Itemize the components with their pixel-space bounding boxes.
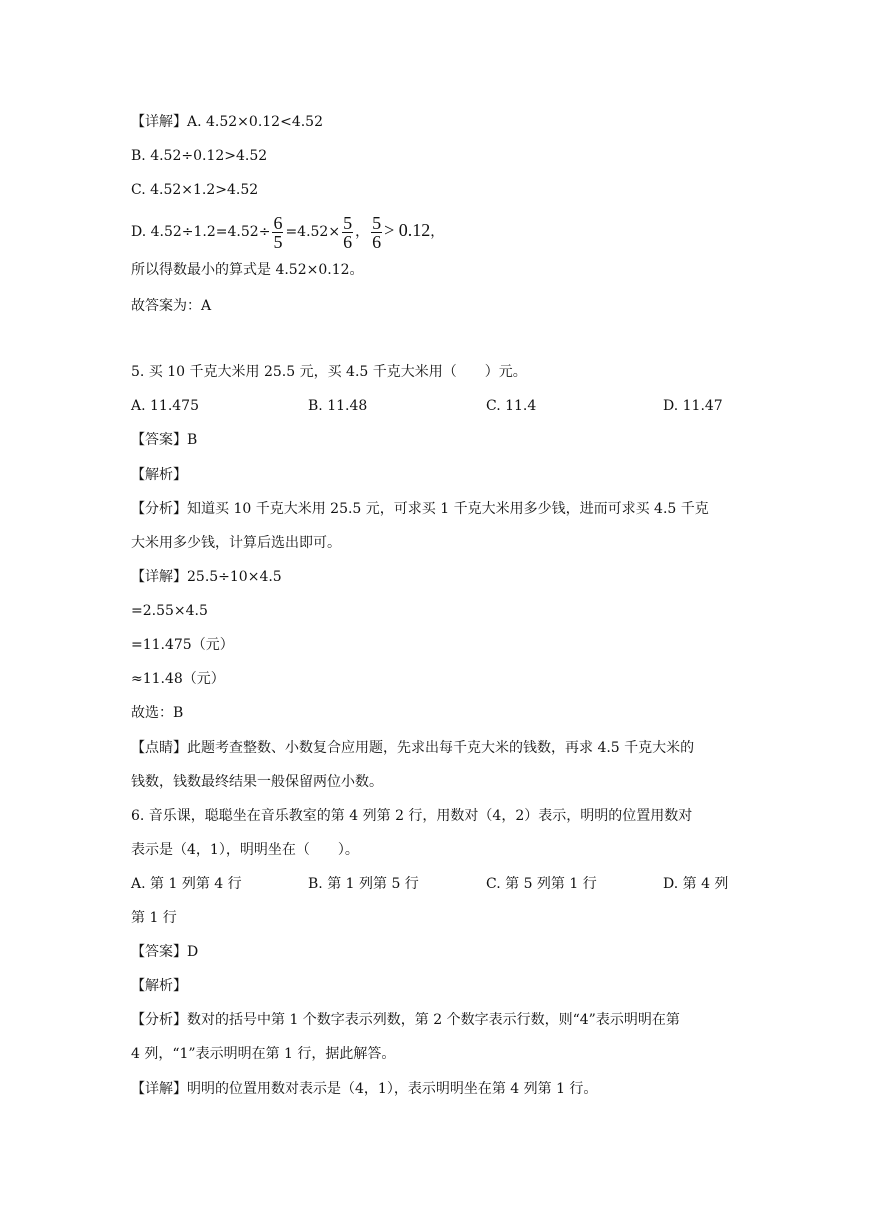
q6-stem-line-1: 6. 音乐课，聪聪坐在音乐教室的第 4 列第 2 行，用数对（4，2）表示，明明的位置用数对 [131,808,693,824]
q6-option-a: A. 第 1 列第 4 行 [131,876,242,892]
option-d-sep: ， [355,224,370,240]
q6-answer: 【答案】D [131,944,199,960]
q6-option-b: B. 第 1 列第 5 行 [308,876,419,892]
conclusion-line: 所以得数最小的算式是 4.52×0.12。 [131,262,364,278]
option-b-line: B. 4.52÷0.12>4.52 [131,148,268,164]
q5-choose: 故选：B [131,705,184,721]
fraction-five-sixths: $\frac{5}{6}$ [343,212,353,252]
option-c-line: C. 4.52×1.2>4.52 [131,182,259,198]
answer-statement: 故答案为：A [131,298,212,314]
q5-option-b: B. 11.48 [308,398,368,414]
q5-analysis-line-1: 【分析】知道买 10 千克大米用 25.5 元，可求买 1 千克大米用多少钱，进而可求买 4.5 千克 [131,501,709,517]
q6-option-d: D. 第 4 列 [663,876,729,892]
q5-analysis-line-2: 大米用多少钱，计算后选出即可。 [131,535,341,551]
detail-a-line: 【详解】A. 4.52×0.12<4.52 [131,114,323,130]
option-d-line [131,208,444,254]
fraction-six-fifths: $\frac{6}{5}$ [273,212,283,252]
q5-stem: 5. 买 10 千克大米用 25.5 元，买 4.5 千克大米用（ ）元。 [131,364,527,380]
compare-expression: > 0.12 [384,220,431,240]
q5-answer: 【答案】B [131,432,198,448]
q5-option-c: C. 11.4 [486,398,537,414]
q6-analysis-tag: 【解析】 [131,978,187,994]
q5-option-d: D. 11.47 [663,398,723,414]
q6-analysis-line-2: 4 列，“1”表示明明在第 1 行，据此解答。 [131,1046,396,1062]
q6-stem-line-2: 表示是（4，1），明明坐在（ ）。 [131,842,359,858]
q5-detail-line-4: ≈11.48（元） [131,671,225,687]
q5-detail-line-3: =11.475（元） [131,637,234,653]
q5-comment-line-2: 钱数，钱数最终结果一般保留两位小数。 [131,774,383,790]
q6-option-d-wrap: 第 1 行 [131,910,177,926]
q5-analysis-tag: 【解析】 [131,467,187,483]
option-d-prefix: D. 4.52÷1.2=4.52÷ [131,224,271,240]
q5-detail-line-2: =2.55×4.5 [131,603,208,619]
q6-detail: 【详解】明明的位置用数对表示是（4，1），表示明明坐在第 4 列第 1 行。 [131,1081,598,1097]
option-d-end: ， [430,224,445,240]
q6-analysis-line-1: 【分析】数对的括号中第 1 个数字表示列数，第 2 个数字表示行数，则“4”表示明明在第 [131,1012,680,1028]
option-d-mid: =4.52× [285,224,341,240]
q5-comment-line-1: 【点睛】此题考查整数、小数复合应用题，先求出每千克大米的钱数，再求 4.5 千克大米的 [131,740,695,756]
fraction-five-sixths-compare: $\frac{5}{6}$ [372,212,382,252]
q5-option-a: A. 11.475 [131,398,199,414]
q6-option-c: C. 第 5 列第 1 行 [486,876,597,892]
q5-detail-line-1: 【详解】25.5÷10×4.5 [131,569,282,585]
